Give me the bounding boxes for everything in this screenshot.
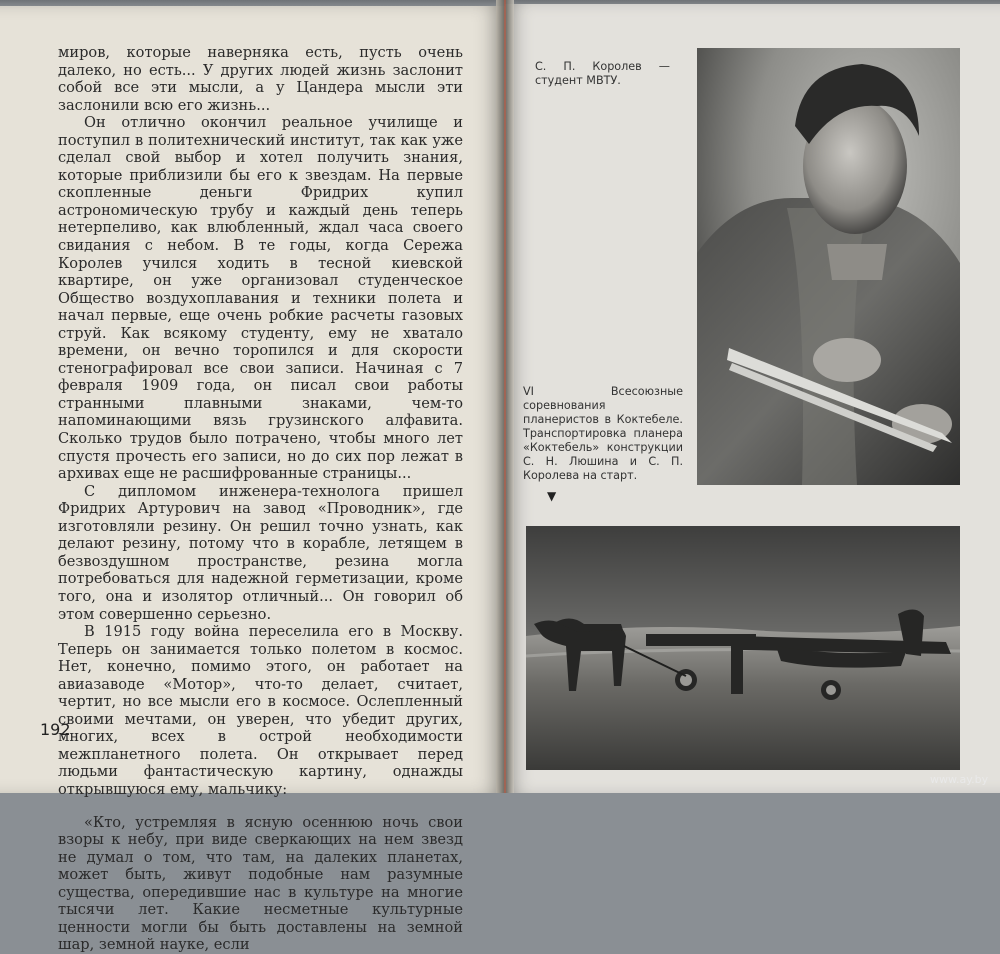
left-page-text [58,44,463,954]
book-spine [496,0,514,793]
portrait-caption: С. П. Королев — студент МВТУ. [535,60,670,87]
glider-caption: VI Всесоюзные соревнования планеристов в Коктебеле. Транспортировка планера «Коктебель» конструкции С. Н. Люшина и С. П. Королева на старт. [523,385,683,482]
quote-paragraph: «Кто, устремляя в ясную осеннюю ночь свои взоры к небу, при виде сверкающих на нем звезд не думал о том, что там, на далеких планетах, может быть, живут подобные нам разумные существа, опередившие нас в культуре на многие тысячи лет. Какие несметные культурные ценности могли бы быть доставлены на земной шар, земной науке, если [58,813,463,954]
paragraph: С дипломом инженера-технолога пришел Фридрих Артурович на завод «Проводник», где изготовляли резину. Он решил точно узнать, как делают резину, потому что в корабле, летящем в безвоздушном пространстве, резина могла потребоваться для надежной герметизации, кроме того, она и изолятор отличный... Он говорил об этом совершенно серьезно. [58,482,463,623]
page-number: 192 [40,720,71,739]
glider-transport-photo [526,526,960,770]
left-page [0,6,505,954]
watermark: www.ay.by [930,773,989,786]
portrait-photo [697,48,960,485]
down-arrow-icon: ▼ [547,489,557,503]
paragraph: миров, которые наверняка есть, пусть очень далеко, но есть... У других людей жизнь заслонит собой все эти мысли, а у Цандера мысли эти заслонили всю его жизнь... [58,44,463,114]
paragraph: В 1915 году война переселила его в Москву. Теперь он занимается только полетом в космос. Нет, конечно, помимо этого, он работает на авиазаводе «Мотор», что-то делает, считает, чертит, но все мысли его в космосе. Ослепленный своими мечтами, он уверен, что убедит других, многих, всех в острой необходимости межпланетного полета. Он открывает перед людьми фантастическую картину, однажды открывшуюся ему, мальчику: [58,623,463,798]
paragraph: Он отлично окончил реальное училище и поступил в политехнический институт, так как уже сделал свой выбор и хотел получить знания, которые приблизили бы его к звездам. На первые скопленные деньги Фридрих купил астрономическую трубу и каждый день теперь нетерпеливо, как влюбленный, ждал часа своего свидания с небом. В те годы, когда Сережа Королев учился ходить в тесной киевской квартире, он уже организовал студенческое Общество воздухоплавания и техники полета и начал первые, еще очень робкие расчеты газовых струй. Как всякому студенту, ему не хватало времени, он вечно торопился и для скорости стенографировал все свои записи. Начиная с 7 февраля 1909 года, он писал свои работы странными плавными знаками, чем-то напоминающими вязь грузинского алфавита. Сколько трудов было потрачено, чтобы много лет спустя прочесть его записи, но до сих пор лежат в архивах еще не расшифрованные страницы... [58,114,463,483]
